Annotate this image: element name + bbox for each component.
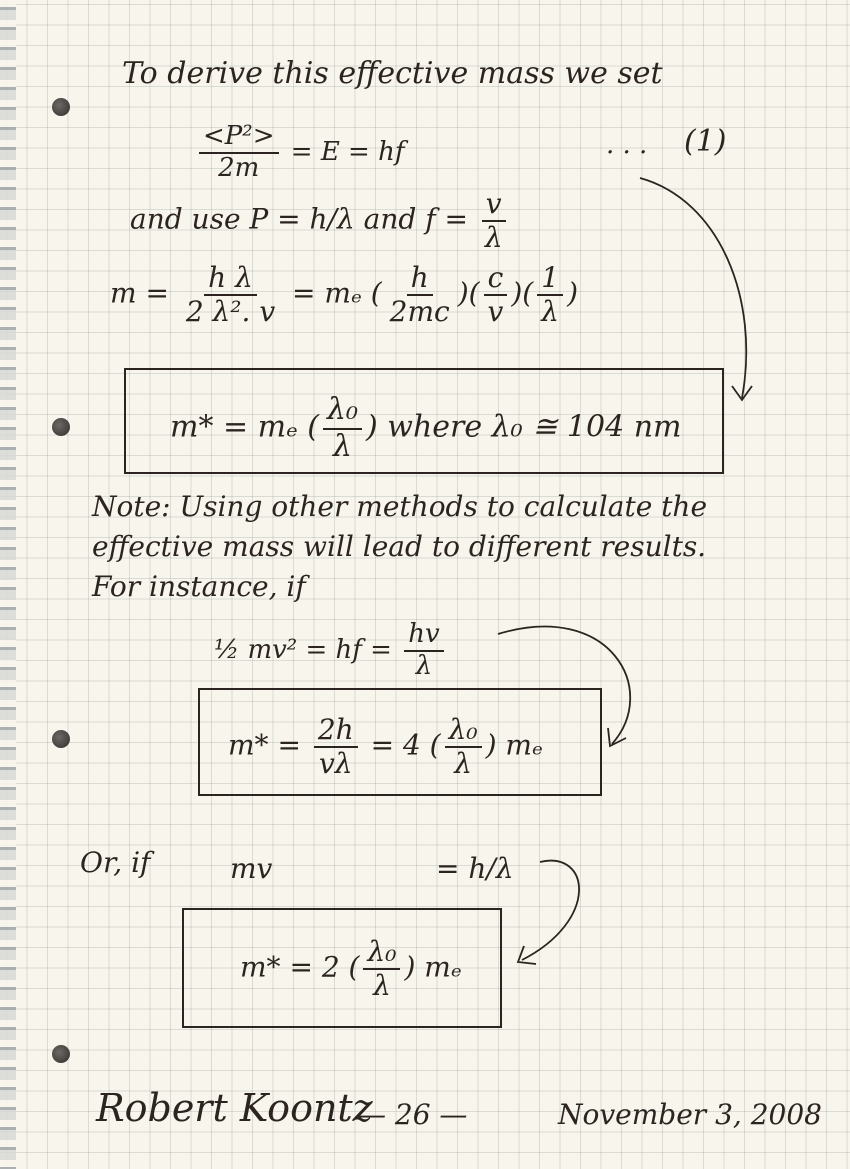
box2-equation: m* = $\frac{2h}{v\lambda}$ = 4 ( $\frac{\text{λ₀}}{\lambda}$ ) mₑ (228, 713, 543, 781)
or-if: Or, if (80, 846, 151, 879)
use-frac-den: λ (484, 221, 503, 255)
box2-frac2-num: λ₀ (445, 714, 482, 748)
alt1-fraction (404, 620, 443, 682)
punch-hole (52, 98, 70, 116)
footer-author: Robert Koontz (96, 1086, 373, 1130)
box1-rhs: where λ₀ ≅ 104 nm (387, 409, 682, 445)
eq1-numerator: <P²> (199, 122, 279, 154)
alt2-rhs: = h/λ (436, 852, 514, 885)
eq1-tag: (1) (684, 124, 727, 159)
m-factor-2 (484, 262, 508, 328)
m-f3-den: λ (541, 295, 560, 329)
box3-rhs: mₑ (424, 950, 462, 984)
m-f2-den: v (487, 295, 504, 329)
eq1-denominator: 2m (218, 152, 260, 183)
m-f3-num: 1 (537, 262, 563, 296)
spiral-binding (0, 0, 16, 1169)
box2-frac-num: 2h (314, 714, 358, 748)
box1-frac-den: λ (333, 428, 353, 464)
m-f2-num: c (484, 262, 508, 296)
box2-fraction (314, 714, 358, 780)
alt1-frac-den: λ (415, 650, 433, 681)
box3-lhs: m* = 2 (240, 950, 340, 984)
equation-1 (195, 122, 404, 184)
note-line-1: Note: Using other methods to calculate the (92, 490, 708, 523)
use-text: and use P = h/λ and f = (130, 202, 468, 236)
box3-fraction (363, 936, 400, 1002)
punch-hole (52, 418, 70, 436)
m-fraction (182, 262, 279, 328)
use-line (130, 188, 511, 254)
arrow-to-box-3 (522, 861, 579, 960)
m-factor-3 (537, 262, 563, 328)
eq1-fraction (199, 122, 279, 184)
m-factor-1 (386, 262, 454, 328)
box1-frac-num: λ₀ (323, 393, 362, 430)
arrow-to-box-2-head (608, 728, 626, 746)
use-frac-num: v (482, 188, 506, 222)
box3-frac-den: λ (373, 969, 391, 1003)
box1-lhs: m* = mₑ (170, 409, 298, 445)
footer-page-number: — 26 — (358, 1098, 468, 1131)
m-f1-den: 2mc (389, 295, 450, 329)
box2-mid: = 4 (370, 728, 421, 762)
note-line-2: effective mass will lead to different results. (92, 530, 707, 563)
mass-equation: m = $\frac{\text{h λ}}{\text{2 λ². v}}$ = mₑ ( $\frac{h}{2mc}$ )( $\frac{c}{v}$ )( $\frac{1}{\lambda}$ ) (110, 261, 578, 329)
box3-frac-num: λ₀ (363, 936, 400, 970)
m-equals-me: = mₑ (292, 276, 362, 310)
punch-hole (52, 1045, 70, 1063)
box2-lhs: m* = (228, 728, 301, 762)
box2-frac2-den: λ (454, 747, 472, 781)
box1-equation: m* = mₑ ( $\frac{\text{λ₀}}{\lambda}$ ) where λ₀ ≅ 104 nm (170, 392, 682, 464)
m-frac-num: h λ (204, 262, 257, 296)
punch-hole (52, 730, 70, 748)
footer-date: November 3, 2008 (558, 1098, 822, 1131)
box3-equation: m* = 2 ( $\frac{\text{λ₀}}{\lambda}$ ) mₑ (240, 935, 462, 1003)
m-frac-den: 2 λ². v (185, 295, 276, 329)
eq1-rhs: = E = hf (290, 136, 405, 167)
arrow-to-box-3-head (518, 946, 536, 964)
alt1-frac-num: hv (404, 620, 443, 652)
box2-frac-den: vλ (318, 747, 353, 781)
box1-fraction (323, 393, 362, 464)
alt2-lhs: mv (230, 852, 273, 885)
eq1-dots: . . . (606, 130, 648, 160)
m-f1-num: h (407, 262, 433, 296)
use-fraction (481, 188, 507, 254)
intro-text: To derive this effective mass we set (122, 56, 663, 91)
note-line-3: For instance, if (92, 570, 306, 603)
box2-fraction-2 (445, 714, 482, 780)
alt-equation-1 (214, 620, 448, 682)
m-lhs: m = (110, 276, 169, 310)
arrow-to-box-1 (640, 178, 746, 398)
arrow-to-box-1-head (732, 386, 752, 400)
alt1-lhs: ½ mv² = hf = (214, 634, 392, 665)
box2-rhs: mₑ (505, 728, 543, 762)
